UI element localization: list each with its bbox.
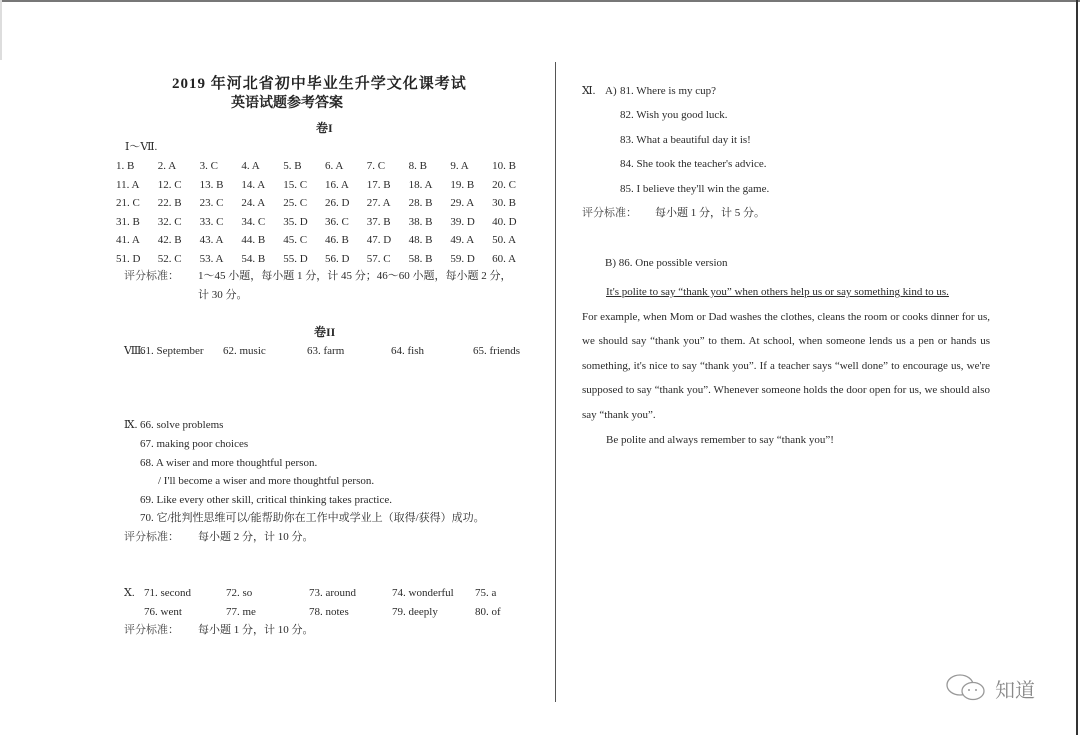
answer-28: 28. B xyxy=(408,197,433,210)
section9-label: Ⅸ. xyxy=(124,419,138,431)
answer-74: 74. wonderful xyxy=(392,587,454,599)
answer-16: 16. A xyxy=(324,178,349,191)
answer-62: 62. music xyxy=(223,345,266,357)
answer-20: 20. C xyxy=(492,178,517,191)
answer-64: 64. fish xyxy=(391,345,424,357)
section11-a-label: A) xyxy=(605,85,617,97)
essay-topic-sentence: It's polite to say “thank you” when others help us or say something kind to us. xyxy=(606,286,949,298)
watermark-text: 知道 xyxy=(995,677,1035,702)
section8-label: Ⅷ. xyxy=(124,345,145,357)
answer-11: 11. A xyxy=(116,178,140,191)
answer-56: 56. D xyxy=(324,252,350,265)
answer-82: 82. Wish you good luck. xyxy=(620,109,728,121)
answer-70: 70. 它/批判性思维可以/能帮助你在工作中或学业上（取得/获得）成功。 xyxy=(140,512,485,524)
document-title: 2019 年河北省初中毕业生升学文化课考试 xyxy=(172,76,467,92)
answer-67: 67. making poor choices xyxy=(140,438,249,450)
answer-4: 4. A xyxy=(241,160,260,172)
answer-68: 68. A wiser and more thoughtful person. xyxy=(140,457,318,469)
answer-25: 25. C xyxy=(283,197,308,210)
answer-14: 14. A xyxy=(241,178,266,191)
answer-73: 73. around xyxy=(309,587,357,599)
answer-40: 40. D xyxy=(492,215,517,228)
answer-51: 51. D xyxy=(116,252,141,265)
answer-48: 48. B xyxy=(408,234,433,247)
essay-body: For example, when Mom or Dad washes the clothes, cleans the room or cooks dinner for us, we should say “thank you” to them. At school, when someone lends us a pen or hands us something, it's nice to say “thank you”. If a teacher says “well done” to encourage us, we're supposed to say “thank you”. Whenever someone holds the door open for us, we should also say “thank you”. xyxy=(582,310,990,421)
answer-39: 39. D xyxy=(450,215,475,228)
answer-grid xyxy=(116,159,534,266)
answer-68-alt: / I'll become a wiser and more thoughtful person. xyxy=(158,475,375,487)
wechat-icon xyxy=(945,673,989,703)
answer-69: 69. Like every other skill, critical thinking takes practice. xyxy=(140,494,392,506)
answer-59: 59. D xyxy=(450,252,475,265)
answer-3: 3. C xyxy=(199,160,218,172)
answer-36: 36. C xyxy=(324,215,349,228)
section11-label: Ⅺ. xyxy=(582,85,596,97)
answer-23: 23. C xyxy=(199,197,224,210)
scoring-text: 每小题 2 分，计 10 分。 xyxy=(198,531,314,543)
part2-heading: 卷II xyxy=(314,325,336,339)
answer-26: 26. D xyxy=(324,197,350,210)
answer-54: 54. B xyxy=(241,252,266,265)
answer-55: 55. D xyxy=(283,252,308,265)
answer-22: 22. B xyxy=(157,197,182,210)
scoring-label: 评分标准： xyxy=(124,531,179,543)
answer-71: 71. second xyxy=(144,587,192,599)
answer-19: 19. B xyxy=(450,178,475,191)
answer-57: 57. C xyxy=(366,252,391,265)
answer-5: 5. B xyxy=(283,160,302,172)
answer-72: 72. so xyxy=(226,587,253,599)
answer-24: 24. A xyxy=(241,197,266,210)
answer-52: 52. C xyxy=(157,252,182,265)
document-subtitle: 英语试题参考答案 xyxy=(231,96,343,111)
answer-61: 61. September xyxy=(140,345,204,357)
part1-heading: 卷I xyxy=(316,121,333,135)
scoring-text-cont: 计 30 分。 xyxy=(198,289,248,301)
answer-10: 10. B xyxy=(492,160,517,172)
scoring-label: 评分标准： xyxy=(582,207,637,219)
part1-range: Ⅰ～Ⅶ. xyxy=(125,141,158,153)
answer-46: 46. B xyxy=(324,234,349,247)
answer-60: 60. A xyxy=(492,252,517,265)
answer-13: 13. B xyxy=(199,178,224,191)
page-divider xyxy=(555,62,556,702)
answer-66: 66. solve problems xyxy=(140,419,224,431)
answer-49: 49. A xyxy=(450,234,475,247)
essay-conclusion: Be polite and always remember to say “thank you”! xyxy=(606,433,834,446)
section11-b-heading: B) 86. One possible version xyxy=(605,257,728,269)
scoring-text: 每小题 1 分，计 5 分。 xyxy=(655,207,765,219)
scoring-label: 评分标准： xyxy=(124,270,179,282)
answer-80: 80. of xyxy=(475,606,501,618)
answer-84: 84. She took the teacher's advice. xyxy=(620,158,767,170)
answer-33: 33. C xyxy=(199,215,224,228)
scan-border-top xyxy=(0,0,1080,2)
answer-12: 12. C xyxy=(157,178,182,191)
scan-border-left xyxy=(0,0,2,60)
answer-37: 37. B xyxy=(366,215,391,228)
answer-85: 85. I believe they'll win the game. xyxy=(620,183,770,195)
answer-45: 45. C xyxy=(283,234,308,247)
answer-65: 65. friends xyxy=(473,345,521,357)
answer-18: 18. A xyxy=(408,178,433,191)
answer-9: 9. A xyxy=(450,160,469,172)
answer-21: 21. C xyxy=(116,197,140,210)
answer-44: 44. B xyxy=(241,234,266,247)
answer-50: 50. A xyxy=(492,234,517,247)
answer-15: 15. C xyxy=(283,178,308,191)
answer-31: 31. B xyxy=(116,215,140,228)
answer-79: 79. deeply xyxy=(392,606,438,618)
answer-47: 47. D xyxy=(366,234,392,247)
answer-41: 41. A xyxy=(116,234,140,247)
answer-77: 77. me xyxy=(226,606,256,618)
scoring-text: 每小题 1 分，计 10 分。 xyxy=(198,624,314,636)
answer-6: 6. A xyxy=(324,160,344,172)
answer-2: 2. A xyxy=(157,160,177,172)
answer-42: 42. B xyxy=(157,234,182,247)
answer-34: 34. C xyxy=(241,215,266,228)
answer-75: 75. a xyxy=(475,587,497,599)
answer-83: 83. What a beautiful day it is! xyxy=(620,134,751,146)
watermark xyxy=(945,673,1035,703)
answer-8: 8. B xyxy=(408,160,427,172)
answer-29: 29. A xyxy=(450,197,475,210)
answer-7: 7. C xyxy=(366,160,386,172)
answer-81: 81. Where is my cup? xyxy=(620,85,717,97)
model-essay xyxy=(582,280,990,452)
answer-38: 38. B xyxy=(408,215,433,228)
scan-border-right xyxy=(1076,0,1078,735)
answer-17: 17. B xyxy=(366,178,391,191)
answer-63: 63. farm xyxy=(307,345,345,357)
answer-30: 30. B xyxy=(492,197,517,210)
answer-43: 43. A xyxy=(199,234,224,247)
scoring-text: 1～45 小题，每小题 1 分，计 45 分；46～60 小题，每小题 2 分， xyxy=(198,270,512,282)
answer-53: 53. A xyxy=(199,252,224,265)
section10-label: Ⅹ. xyxy=(124,587,135,599)
answer-27: 27. A xyxy=(366,197,391,210)
answer-76: 76. went xyxy=(144,606,182,618)
answer-32: 32. C xyxy=(157,215,182,228)
answer-78: 78. notes xyxy=(309,606,349,618)
answer-35: 35. D xyxy=(283,215,308,228)
answer-58: 58. B xyxy=(408,252,433,265)
scoring-label: 评分标准： xyxy=(124,624,179,636)
answer-1: 1. B xyxy=(116,160,135,172)
